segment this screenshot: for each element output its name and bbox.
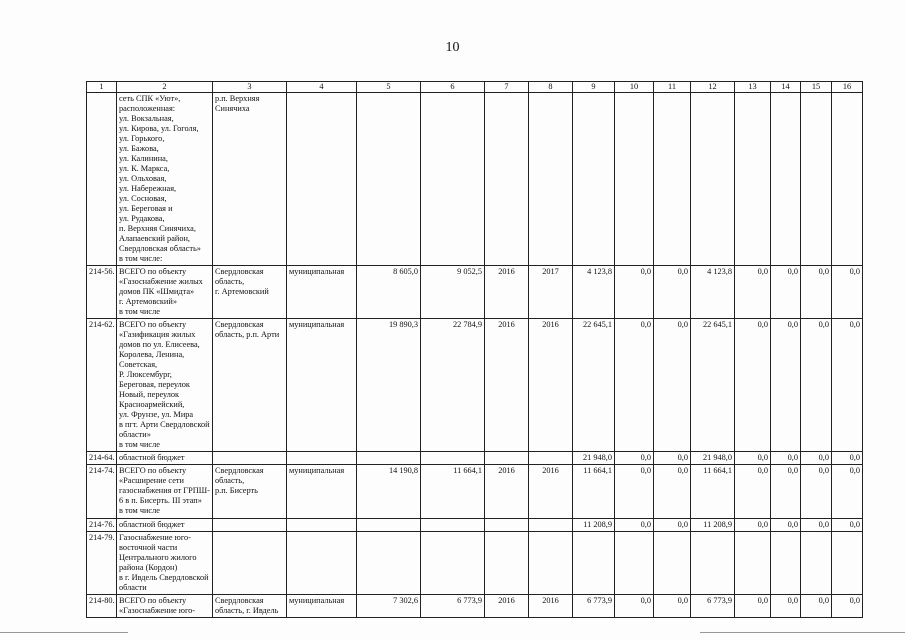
value-12: 21 948,0 [691, 452, 735, 465]
object-name: ВСЕГО по объекту «Газоснабжение жилых домов ПК «Шмидта» г. Артемовский» в том числе [117, 266, 213, 319]
table-row [87, 266, 863, 319]
data-table [86, 81, 863, 618]
table-row [87, 319, 863, 452]
page-number: 10 [445, 40, 460, 55]
value-6 [421, 519, 485, 532]
value-9: 6 773,9 [573, 595, 615, 618]
value-16: 0,0 [832, 595, 863, 618]
value-6 [421, 452, 485, 465]
value-6 [421, 532, 485, 595]
value-9: 11 664,1 [573, 465, 615, 519]
table-row [87, 532, 863, 595]
location: Свердловская область, р.п. Арти [213, 319, 287, 452]
year-end: 2016 [529, 595, 573, 618]
value-9: 22 645,1 [573, 319, 615, 452]
ownership [287, 519, 357, 532]
value-11 [654, 532, 691, 595]
value-10: 0,0 [615, 465, 654, 519]
year-start [485, 532, 529, 595]
value-5: 8 605,0 [357, 266, 421, 319]
value-16: 0,0 [832, 266, 863, 319]
value-16 [832, 93, 863, 266]
value-10 [615, 93, 654, 266]
value-5 [357, 519, 421, 532]
year-end: 2016 [529, 465, 573, 519]
location: Свердловская область, г. Артемовский [213, 266, 287, 319]
value-6: 6 773,9 [421, 595, 485, 618]
value-16: 0,0 [832, 465, 863, 519]
location: Свердловская область, г. Ивдель [213, 595, 287, 618]
value-12 [691, 532, 735, 595]
column-header-12: 12 [691, 82, 735, 93]
value-6: 9 052,5 [421, 266, 485, 319]
value-12: 11 208,9 [691, 519, 735, 532]
header-row [87, 82, 863, 93]
column-header-14: 14 [771, 82, 801, 93]
column-header-6: 6 [421, 82, 485, 93]
scan-edge-line [700, 632, 905, 633]
value-15 [801, 532, 832, 595]
year-end [529, 519, 573, 532]
row-code [87, 93, 117, 266]
value-13: 0,0 [735, 519, 771, 532]
ownership: муниципальная [287, 319, 357, 452]
object-name: ВСЕГО по объекту «Газификация жилых домов по ул. Елисеева, Королева, Ленина, Советская, Р. Люксембург, Береговая, переулок Новый, переулок Красноармейский, ул. Фрунзе, ул. Мира в пгт. Арти Свердловской области» в том числе [117, 319, 213, 452]
ownership: муниципальная [287, 266, 357, 319]
value-14: 0,0 [771, 452, 801, 465]
ownership [287, 452, 357, 465]
column-header-11: 11 [654, 82, 691, 93]
column-header-4: 4 [287, 82, 357, 93]
table-row [87, 93, 863, 266]
year-start [485, 452, 529, 465]
year-start: 2016 [485, 465, 529, 519]
object-name: ВСЕГО по объекту «Газоснабжение юго- [117, 595, 213, 618]
ownership [287, 532, 357, 595]
location: Свердловская область, р.п. Бисерть [213, 465, 287, 519]
value-9 [573, 532, 615, 595]
year-end [529, 452, 573, 465]
value-9 [573, 93, 615, 266]
value-10: 0,0 [615, 266, 654, 319]
row-code: 214-80. [87, 595, 117, 618]
value-15: 0,0 [801, 452, 832, 465]
column-header-13: 13 [735, 82, 771, 93]
table-row [87, 519, 863, 532]
value-16: 0,0 [832, 319, 863, 452]
year-start: 2016 [485, 595, 529, 618]
value-5 [357, 532, 421, 595]
value-13 [735, 532, 771, 595]
object-name: ВСЕГО по объекту «Расширение сети газоснабжения от ГРПШ- 6 в п. Бисерть. III этап» в том числе [117, 465, 213, 519]
value-5 [357, 93, 421, 266]
object-name: Газоснабжение юго- восточной части Центрального жилого района (Кордон) в г. Ивдель Свердловской области [117, 532, 213, 595]
year-start [485, 519, 529, 532]
year-end [529, 532, 573, 595]
value-14: 0,0 [771, 595, 801, 618]
value-11: 0,0 [654, 595, 691, 618]
value-15: 0,0 [801, 319, 832, 452]
column-header-3: 3 [213, 82, 287, 93]
value-10: 0,0 [615, 595, 654, 618]
value-10: 0,0 [615, 452, 654, 465]
value-15: 0,0 [801, 519, 832, 532]
table-row [87, 452, 863, 465]
location [213, 452, 287, 465]
value-12: 6 773,9 [691, 595, 735, 618]
value-5: 19 890,3 [357, 319, 421, 452]
value-16: 0,0 [832, 519, 863, 532]
value-9: 21 948,0 [573, 452, 615, 465]
value-6: 22 784,9 [421, 319, 485, 452]
value-14: 0,0 [771, 319, 801, 452]
value-12 [691, 93, 735, 266]
value-11: 0,0 [654, 452, 691, 465]
row-code: 214-76. [87, 519, 117, 532]
row-code: 214-79. [87, 532, 117, 595]
column-header-15: 15 [801, 82, 832, 93]
row-code: 214-74. [87, 465, 117, 519]
value-11: 0,0 [654, 465, 691, 519]
value-5: 14 190,8 [357, 465, 421, 519]
value-12: 4 123,8 [691, 266, 735, 319]
object-name: областной бюджет [117, 452, 213, 465]
table-row [87, 465, 863, 519]
value-13 [735, 93, 771, 266]
value-13: 0,0 [735, 595, 771, 618]
value-14: 0,0 [771, 519, 801, 532]
value-10: 0,0 [615, 519, 654, 532]
column-header-1: 1 [87, 82, 117, 93]
value-15: 0,0 [801, 266, 832, 319]
value-9: 11 208,9 [573, 519, 615, 532]
value-13: 0,0 [735, 266, 771, 319]
value-15: 0,0 [801, 595, 832, 618]
row-code: 214-62. [87, 319, 117, 452]
year-end: 2016 [529, 319, 573, 452]
value-14 [771, 532, 801, 595]
value-14: 0,0 [771, 266, 801, 319]
value-11: 0,0 [654, 266, 691, 319]
value-6: 11 664,1 [421, 465, 485, 519]
value-10 [615, 532, 654, 595]
ownership [287, 93, 357, 266]
value-11: 0,0 [654, 519, 691, 532]
ownership: муниципальная [287, 465, 357, 519]
column-header-16: 16 [832, 82, 863, 93]
value-11: 0,0 [654, 319, 691, 452]
value-10: 0,0 [615, 319, 654, 452]
year-start [485, 93, 529, 266]
object-name: областной бюджет [117, 519, 213, 532]
value-12: 11 664,1 [691, 465, 735, 519]
value-5: 7 302,6 [357, 595, 421, 618]
value-15 [801, 93, 832, 266]
scan-edge-line [0, 632, 128, 633]
value-5 [357, 452, 421, 465]
row-code: 214-64. [87, 452, 117, 465]
value-15: 0,0 [801, 465, 832, 519]
column-header-10: 10 [615, 82, 654, 93]
column-header-9: 9 [573, 82, 615, 93]
value-14: 0,0 [771, 465, 801, 519]
column-header-2: 2 [117, 82, 213, 93]
value-11 [654, 93, 691, 266]
value-16 [832, 532, 863, 595]
value-14 [771, 93, 801, 266]
row-code: 214-56. [87, 266, 117, 319]
table-row [87, 595, 863, 618]
value-16: 0,0 [832, 452, 863, 465]
location [213, 532, 287, 595]
column-header-7: 7 [485, 82, 529, 93]
value-13: 0,0 [735, 319, 771, 452]
value-13: 0,0 [735, 465, 771, 519]
value-6 [421, 93, 485, 266]
value-13: 0,0 [735, 452, 771, 465]
year-start: 2016 [485, 319, 529, 452]
column-header-5: 5 [357, 82, 421, 93]
object-name: сеть СПК «Уют», расположенная: ул. Вокзальная, ул. Кирова, ул. Гоголя, ул. Горького, ул. Бажова, ул. Калинина, ул. К. Маркса, ул. Ольховая, ул. Набережная, ул. Сосновая, ул. Береговая и ул. Рудакова, п. Верхняя Синячиха, Алапаевский район, Свердловская область» в том числе: [117, 93, 213, 266]
location: р.п. Верхняя Синячиха [213, 93, 287, 266]
year-start: 2016 [485, 266, 529, 319]
value-12: 22 645,1 [691, 319, 735, 452]
column-header-8: 8 [529, 82, 573, 93]
location [213, 519, 287, 532]
value-9: 4 123,8 [573, 266, 615, 319]
ownership: муниципальная [287, 595, 357, 618]
year-end [529, 93, 573, 266]
year-end: 2017 [529, 266, 573, 319]
